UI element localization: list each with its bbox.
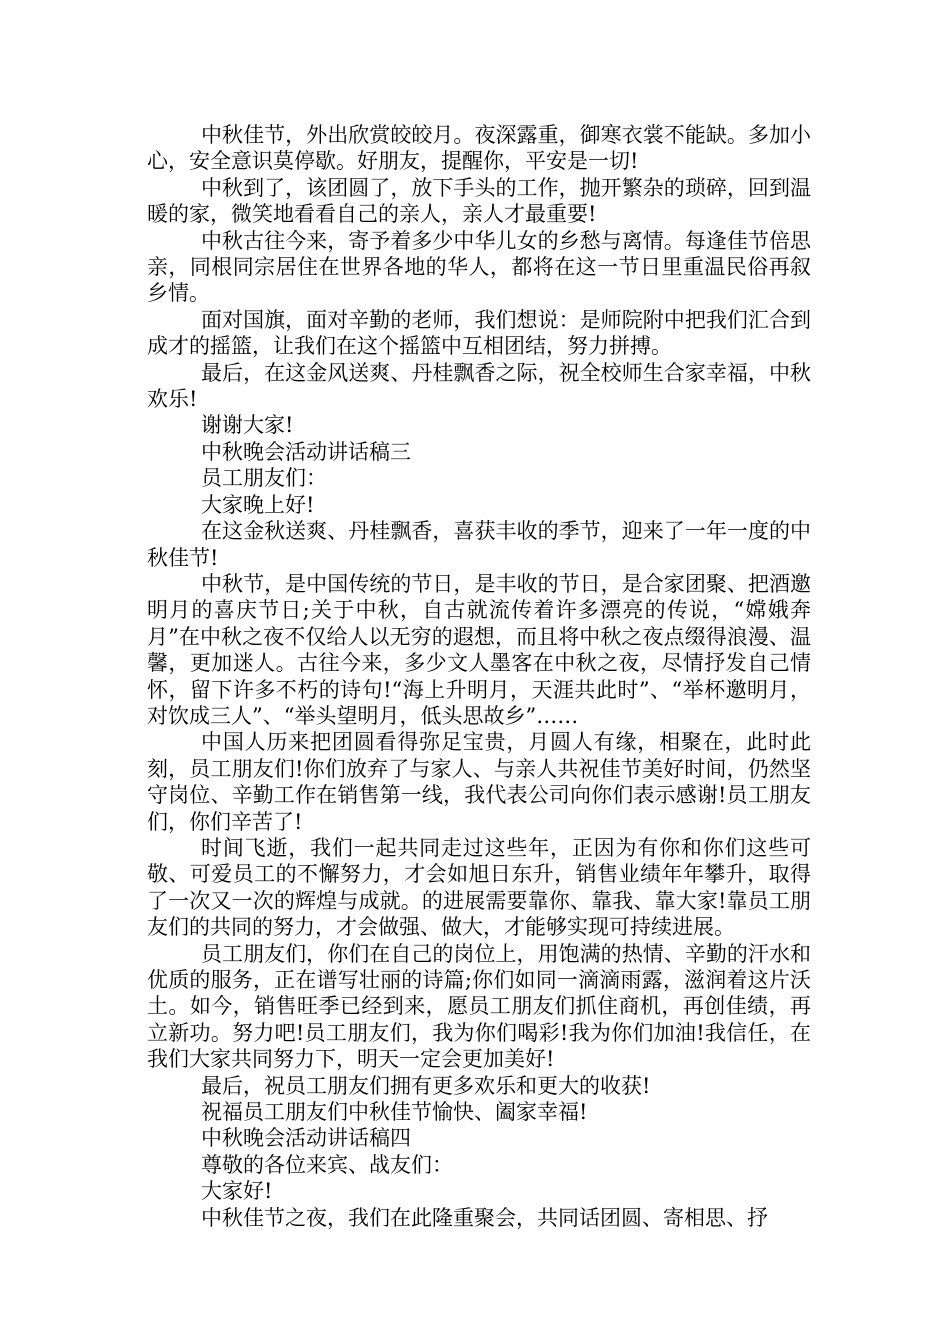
paragraph: 中秋到了，该团圆了，放下手头的工作，抛开繁杂的琐碎，回到温暖的家，微笑地看看自己的亲人，亲人才最重要!: [147, 175, 811, 227]
section-title: 中秋晚会活动讲话稿三: [201, 439, 411, 464]
greeting: 大家晚上好!: [201, 492, 315, 517]
paragraph: 面对国旗，面对辛勤的老师，我们想说：是师院附中把我们汇合到成才的摇篮，让我们在这个摇篮中互相团结，努力拼搏。: [147, 307, 811, 359]
paragraph: 在这金秋送爽、丹桂飘香，喜获丰收的季节，迎来了一年一度的中秋佳节!: [147, 519, 811, 570]
section-title: 中秋晚会活动讲话稿四: [201, 1126, 411, 1151]
paragraph: 中秋古往今来，寄予着多少中华儿女的乡愁与离情。每逢佳节倍思亲，同根同宗居住在世界各地的华人，都将在这一节日里重温民俗再叙乡情。: [147, 228, 811, 306]
paragraph: 谢谢大家!: [201, 413, 294, 438]
paragraph: 时间飞逝，我们一起共同走过这些年，正因为有你和你们这些可敬、可爱员工的不懈努力，才会如旭日东升，销售业绩年年攀升，取得了一次又一次的辉煌与成就。的进展需要靠你、靠我、靠大家!靠员工朋友们的共同的努力，才会做强、做大，才能够实现可持续进展。: [147, 835, 811, 940]
paragraph: 中秋节，是中国传统的节日，是丰收的节日，是合家团聚、把酒邀明月的喜庆节日;关于中秋，自古就流传着许多漂亮的传说，“嫦娥奔月”在中秋之夜不仅给人以无穷的遐想，而且将中秋之夜点缀得浪漫、温馨，更加迷人。古往今来，多少文人墨客在中秋之夜，尽情抒发自己情怀，留下许多不朽的诗句!“海上升明月，天涯共此时”、“举杯邀明月，对饮成三人”、“举头望明月，低头思故乡”……: [147, 571, 811, 728]
paragraph: 最后，在这金风送爽、丹桂飘香之际，祝全校师生合家幸福，中秋欢乐!: [147, 360, 811, 412]
salutation: 尊敬的各位来宾、战友们：: [201, 1152, 453, 1177]
salutation: 员工朋友们：: [201, 466, 327, 491]
paragraph: 最后，祝员工朋友们拥有更多欢乐和更大的收获!: [201, 1073, 651, 1098]
paragraph: 祝福员工朋友们中秋佳节愉快、阖家幸福!: [201, 1100, 588, 1125]
paragraph: 中秋佳节之夜，我们在此隆重聚会，共同话团圆、寄相思、抒: [201, 1205, 768, 1230]
paragraph: 员工朋友们，你们在自己的岗位上，用饱满的热情、辛勤的汗水和优质的服务，正在谱写壮丽的诗篇;你们如同一滴滴雨露，滋润着这片沃土。如今，销售旺季已经到来，愿员工朋友们抓住商机，再创佳绩，再立新功。努力吧!员工朋友们，我为你们喝彩!我为你们加油!我信任，在我们大家共同努力下，明天一定会更加美好!: [147, 941, 811, 1072]
paragraph: 中国人历来把团圆看得弥足宝贵，月圆人有缘，相聚在，此时此刻，员工朋友们!你们放弃了与家人、与亲人共祝佳节美好时间，仍然坚守岗位、辛勤工作在销售第一线，我代表公司向你们表示感谢!员工朋友们，你们辛苦了!: [147, 730, 811, 834]
document-body: [147, 122, 811, 1231]
paragraph: 中秋佳节，外出欣赏皎皎月。夜深露重，御寒衣裳不能缺。多加小心，安全意识莫停歇。好朋友，提醒你，平安是一切!: [147, 123, 811, 174]
greeting: 大家好!: [201, 1179, 273, 1204]
